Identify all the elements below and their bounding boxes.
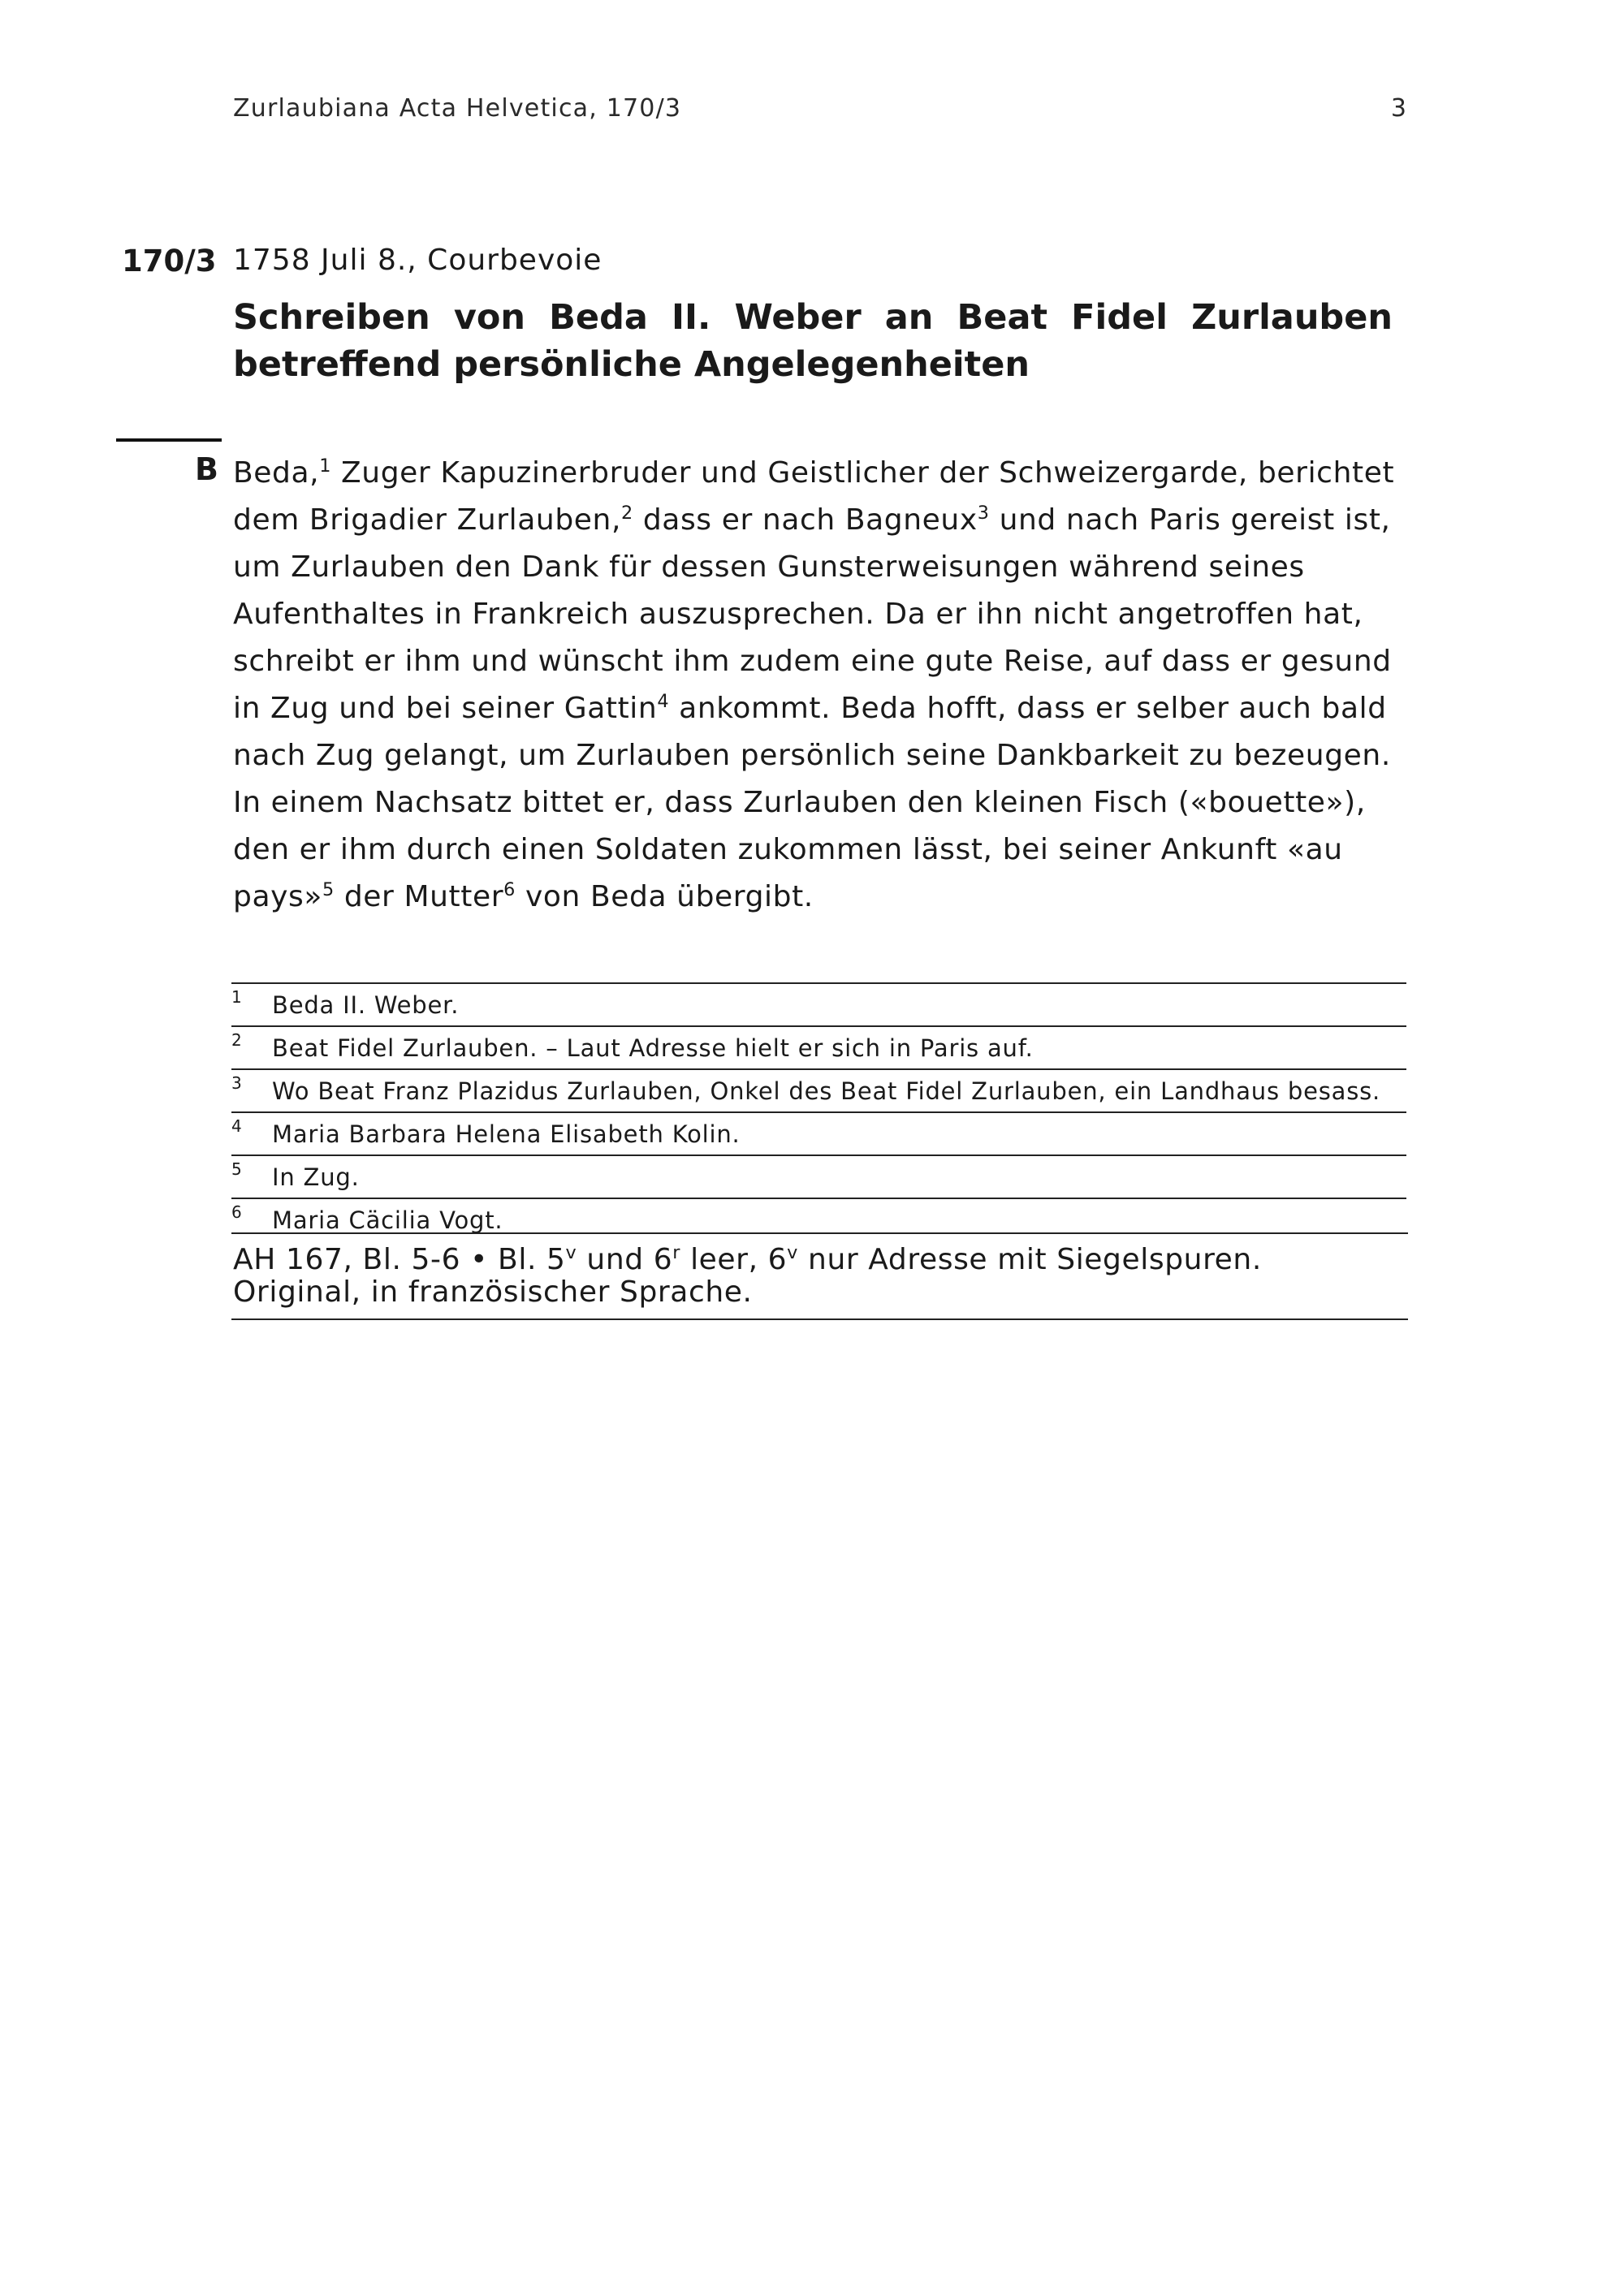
footnote-number: 5 [231,1155,272,1198]
abstract-paragraph-1: Beda,$^1$ Zuger Kapuzinerbruder und Geistlicher der Schweizergarde, berichtet dem Brigadier Zurlauben,$^2$ dass er nach Bagneux$^3$ und nach Paris gereist ist, um Zurlauben den Dank für dessen Gunsterweisungen während seines Aufenthaltes in Frankreich auszusprechen. Da er ihn nicht angetroffen hat, schreibt er ihm und wünscht ihm zudem eine gute Reise, auf dass er gesund in Zug und bei seiner Gattin$^4$ ankommt. Beda hofft, dass er selber auch bald nach Zug gelangt, um Zurlauben persönlich seine Dankbarkeit zu bezeugen. [233,455,1395,772]
footnote-text: Maria Barbara Helena Elisabeth Kolin. [272,1112,1406,1155]
abstract-paragraph-2: In einem Nachsatz bittet er, dass Zurlauben den kleinen Fisch («bouette»), den er ihm durch einen Soldaten zukommen lässt, bei seiner Ankunft «au pays»$^5$ der Mutter$^6$ von Beda übergibt. [233,786,1366,913]
footnote-text: Wo Beat Franz Plazidus Zurlauben, Onkel des Beat Fidel Zurlauben, ein Landhaus besass. [272,1069,1406,1112]
source-line-1: AH 167, Bl. 5-6 • Bl. 5$^v$ und 6$^r$ leer, 6$^v$ nur Adresse mit Siegelspuren. [233,1242,1262,1276]
footnote-ref-6: 6 [503,879,516,900]
footnote-text: In Zug. [272,1155,1406,1198]
footnote-text: Beda II. Weber. [272,983,1406,1026]
entry-number: 170/3 [122,244,217,278]
section-letter: B [195,451,218,487]
abstract-body [233,450,1406,921]
footnote-number: 1 [231,983,272,1026]
footnote-ref-1: 1 [319,455,331,477]
footnote-row [231,1026,1406,1069]
footnote-ref-4: 4 [657,691,670,712]
running-header: Zurlaubiana Acta Helvetica, 170/3 [233,94,682,123]
source-note [231,1232,1408,1320]
footnote-text: Maria Cäcilia Vogt. [272,1198,1406,1241]
page-number: 3 [1390,94,1406,123]
footnote-ref-5: 5 [322,879,335,900]
section-rule [116,438,222,442]
footnote-row [231,983,1406,1026]
footnote-ref-2: 2 [621,503,633,524]
entry-title: Schreiben von Beda II. Weber an Beat Fidel Zurlauben betreffend persönliche Angelegenheiten [233,297,1393,385]
footnote-row [231,1155,1406,1198]
footnote-row [231,1069,1406,1112]
footnote-number: 6 [231,1198,272,1241]
footnote-text: Beat Fidel Zurlauben. – Laut Adresse hielt er sich in Paris auf. [272,1026,1406,1069]
footnote-number: 2 [231,1026,272,1069]
footnotes-table [231,982,1406,1241]
source-line-2: Original, in französischer Sprache. [233,1275,753,1309]
footnote-row [231,1112,1406,1155]
entry-date-place: 1758 Juli 8., Courbevoie [233,244,603,277]
footnote-number: 4 [231,1112,272,1155]
footnote-number: 3 [231,1069,272,1112]
footnote-ref-3: 3 [977,503,990,524]
